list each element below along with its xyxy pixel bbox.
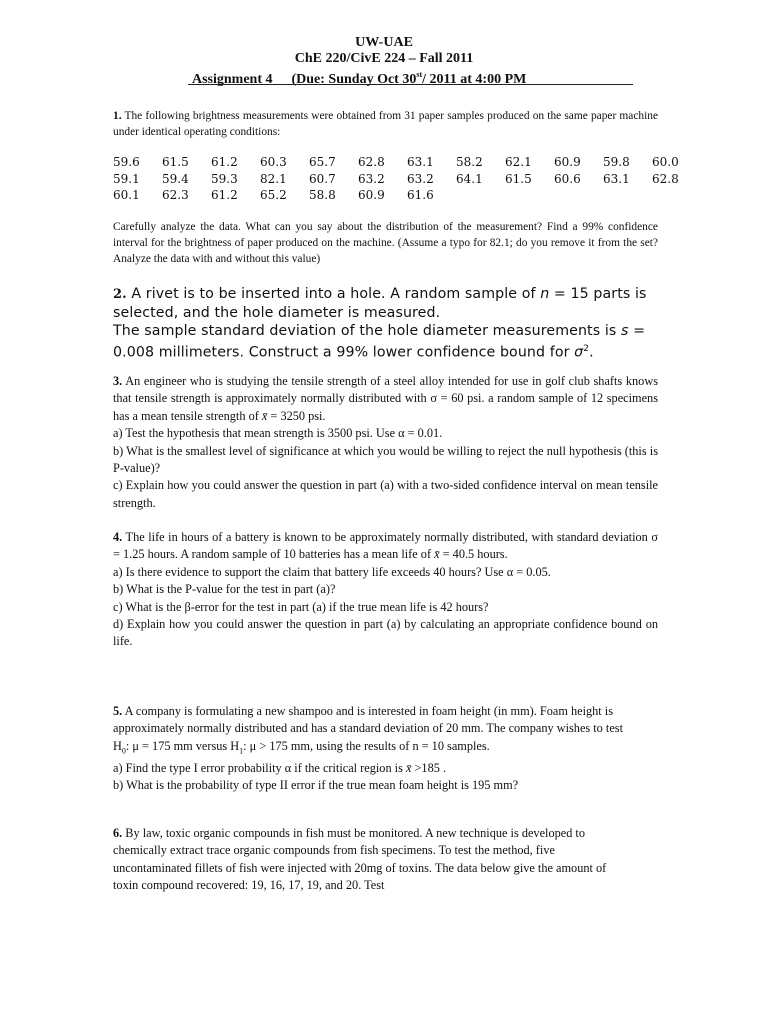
data-cell: 62.3: [162, 188, 189, 202]
data-cell: 63.2: [358, 171, 385, 186]
data-cell: 63.2: [407, 171, 434, 186]
course-title: ChE 220/CivE 224 – Fall 2011: [294, 51, 474, 66]
data-cell: 60.6: [554, 171, 581, 186]
university-title: UW-UAE: [355, 35, 413, 50]
data-cell: [505, 188, 554, 205]
question-3-number: 3.: [113, 374, 123, 388]
data-cell: 61.2: [211, 188, 238, 202]
data-cell: 59.3: [211, 171, 238, 186]
q2-line2-end: .: [589, 344, 594, 361]
question-1-text: The following brightness measurements were obtained from 31 paper samples produced on the same paper machine under identical operating conditions:: [113, 110, 658, 138]
question-2-line-1: [113, 285, 661, 322]
question-3-part-a: a) Test the hypothesis that mean strength is 3500 psi. Use α = 0.01.: [113, 426, 443, 441]
data-cell: 59.8: [603, 155, 630, 169]
question-4: [113, 529, 658, 651]
data-cell: [456, 188, 505, 205]
q5-xbar: x̄: [405, 760, 412, 775]
data-cell: 61.5: [162, 155, 189, 169]
data-cell: 62.8: [652, 171, 679, 186]
question-6-number: 6.: [113, 826, 123, 840]
q2-line2-b: = 0.008 millimeters. Construct a 99% lower confidence bound for: [113, 323, 646, 361]
question-3-intro: [113, 373, 658, 425]
q5-intro-a: A company is formulating a new shampoo and is interested in foam height (in mm). Foam height is approximately normally distributed and has a standard deviation of 20 mm. The company wishes to test H: [113, 704, 623, 753]
question-6-intro: [113, 825, 633, 895]
data-cell: 61.6: [407, 188, 434, 202]
question-4-number: 4.: [113, 530, 123, 544]
data-cell: 58.8: [309, 188, 336, 202]
q5-h0-sub: 0: [121, 746, 126, 756]
q4-intro-b: = 40.5 hours.: [439, 547, 508, 562]
data-cell: 62.8: [358, 155, 385, 169]
data-row: [113, 172, 701, 189]
q4-intro-a: The life in hours of a battery is known to be approximately normally distributed, with standard deviation σ = 1.25 hours. A random sample of 10 batteries has a mean life of: [113, 530, 658, 562]
data-cell: 60.7: [309, 171, 336, 186]
data-cell: 60.1: [113, 188, 140, 202]
question-4-part-b: b) What is the P-value for the test in part (a)?: [113, 582, 336, 597]
question-1-task: Carefully analyze the data. What can you say about the distribution of the measurement? Find a 99% confidence interval for the brightness of paper produced on the machine. (Assume a typo for 82.1; do you remove it from the set? Analyze the data with and without this value): [113, 221, 658, 265]
q3-xbar: x̄: [261, 408, 268, 423]
data-cell: 61.5: [505, 171, 532, 186]
data-cell: [554, 188, 603, 205]
data-cell: 64.1: [456, 171, 483, 186]
q2-sigma: σ: [574, 344, 584, 361]
question-5: [113, 703, 633, 794]
brightness-data-table: [113, 155, 701, 205]
question-5-intro: [113, 703, 633, 760]
due-rest: / 2011 at 4:00 PM: [422, 71, 527, 87]
data-cell: 61.2: [211, 155, 238, 169]
due-sup: st: [416, 70, 423, 79]
question-4-intro: [113, 529, 658, 564]
question-6: [113, 825, 633, 895]
data-cell: 59.4: [162, 171, 189, 186]
question-3-part-b: b) What is the smallest level of significance at which you would be willing to reject the null hypothesis (this is P-value)?: [113, 443, 658, 476]
q4-xbar: x̄: [434, 547, 440, 562]
question-2-number: 2.: [113, 287, 127, 302]
due-text: (Due: Sunday Oct 30: [291, 71, 417, 87]
data-cell: 63.1: [603, 171, 630, 186]
question-4-part-a: a) Is there evidence to support the claim that battery life exceeds 40 hours? Use α = 0.05.: [113, 564, 551, 579]
data-cell: 60.0: [652, 155, 679, 169]
q3-intro-b: = 3250 psi.: [267, 408, 326, 423]
data-cell: 58.2: [456, 155, 483, 169]
header-divider: [188, 84, 633, 85]
data-cell: 60.3: [260, 155, 287, 169]
data-cell: 59.1: [113, 171, 140, 186]
data-cell: 65.7: [309, 155, 336, 169]
data-cell: [652, 188, 701, 205]
data-cell: 82.1: [260, 171, 287, 186]
question-2: [113, 285, 661, 362]
question-3-part-c: c) Explain how you could answer the question in part (a) with a two-sided confidence interval on mean tensile strength.: [113, 478, 658, 510]
q2-n-variable: n: [540, 286, 550, 302]
q2-line1-b: = 15 parts is selected, and the hole diameter is measured.: [113, 286, 647, 321]
q2-line1-a: A rivet is to be inserted into a hole. A random sample of: [126, 286, 541, 302]
q5-h1-sub: 1: [239, 746, 244, 756]
data-cell: 59.6: [113, 155, 140, 169]
data-cell: 63.1: [407, 155, 434, 169]
question-3: [113, 373, 658, 512]
q5-a-b: >185 .: [411, 760, 447, 775]
data-cell: 65.2: [260, 188, 287, 202]
question-4-part-d: d) Explain how you could answer the question in part (a) by calculating an appropriate confidence bound on life.: [113, 617, 658, 649]
assignment-title: Assignment 4: [192, 71, 273, 87]
question-1-intro: [113, 108, 658, 140]
q6-intro: By law, toxic organic compounds in fish must be monitored. A new technique is developed to chemically extract trace organic compounds from fish specimens. To test the method, five uncontaminated fillets of fish were injected with 20mg of toxins. The data below give the amount of toxin compound recovered: 19, 16, 17, 19, and 20. Test: [113, 826, 607, 893]
question-5-part-a: [113, 760, 633, 777]
q5-intro-c: : μ > 175 mm, using the results of n = 10 samples.: [243, 738, 490, 753]
q2-line2-a: The sample standard deviation of the hole diameter measurements is: [113, 323, 621, 339]
question-2-line-2: [113, 322, 661, 362]
data-cell: 62.1: [505, 155, 532, 169]
data-row: [113, 188, 701, 205]
data-cell: 60.9: [554, 155, 581, 169]
question-5-part-b: b) What is the probability of type II error if the true mean foam height is 195 mm?: [113, 778, 519, 793]
data-cell: 60.9: [358, 188, 385, 202]
question-4-part-c: c) What is the β-error for the test in part (a) if the true mean life is 42 hours?: [113, 599, 489, 614]
q5-a-a: a) Find the type I error probability α if the critical region is: [113, 760, 406, 775]
question-1-number: 1.: [113, 110, 122, 122]
question-5-number: 5.: [113, 704, 123, 718]
q2-s-variable: s: [620, 323, 629, 339]
q5-intro-b: : μ = 175 mm versus H: [125, 738, 240, 753]
data-cell: [603, 188, 652, 205]
data-row: [113, 155, 701, 172]
q3-intro-a: An engineer who is studying the tensile strength of a steel alloy intended for use in golf club shafts knows that tensile strength is approximately normally distributed with σ = 60 psi. a random sample of 12 specimens has a mean tensile strength of: [113, 374, 658, 423]
q2-sigma-sup: 2: [583, 344, 590, 354]
